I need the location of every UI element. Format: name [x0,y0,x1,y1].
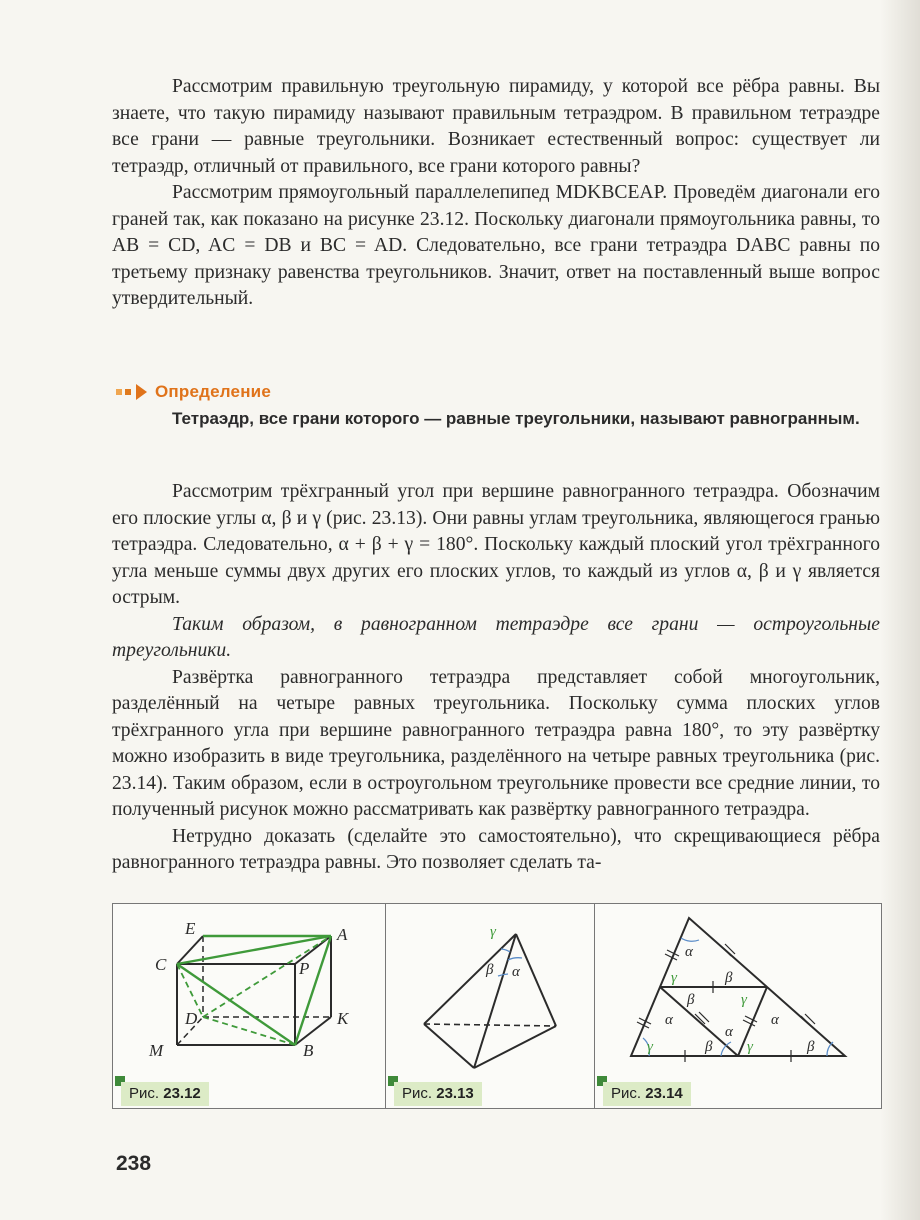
page-number: 238 [116,1152,152,1175]
definition-text: Тетраэдр, все грани которого — равные треугольники, называют равногранным. [172,409,860,428]
figure-23-12 [113,904,386,1108]
label-gamma-1: γ [671,970,677,986]
label-alpha: α [512,964,520,980]
definition-heading [116,380,271,404]
paragraph-net: Развёртка равногранного тетраэдра представляет собой многоугольник, разделённый на четыре равных треугольника. Поскольку сумма плоских углов трёхгранного угла при вершине равногранного тетраэдра равна 180°, то эту развёртку можно изобразить в виде треугольника, разделённого на четыре равных треугольника (рис. 23.14). Таким образом, если в остроугольном треугольнике провести все средние линии, то полученный рисунок можно рассматривать как развёртку равногранного тетраэдра. [112,666,880,820]
paragraph-regular-tetrahedron: Рассмотрим правильную треугольную пирамиду, у которой все рёбра равны. Вы знаете, что такую пирамиду называют правильным тетраэдром. В правильном тетраэдре все грани — равные треугольники. Возникает естественный вопрос: существует ли тетраэдр, отличный от правильного, все грани которого равны? [112,76,880,177]
paragraph-conclusion-italic: Таким образом, в равногранном тетраэдре все грани — остроугольные треугольники. [112,613,880,661]
intro-text [112,74,880,313]
label-alpha-2: α [665,1012,673,1028]
figure-23-14 [595,904,881,1108]
label-alpha-4: α [771,1012,779,1028]
label-gamma-3: γ [647,1039,653,1055]
label-beta: β [486,962,494,978]
definition-title: Определение [155,382,271,401]
paragraph-parallelepiped: Рассмотрим прямоугольный параллелепипед MDKBCEAP. Проведём диагонали его граней так, как показано на рисунке 23.12. Поскольку диагонали прямоугольника равны, то AB = CD, AC = DB и BC = AD. Следовательно, все грани тетраэдра DABC равны по третьему признаку равенства треугольников. Значит, ответ на поставленный выше вопрос утвердительный. [112,182,880,309]
label-K: K [337,1009,349,1028]
tetrahedron-net-drawing [595,904,881,1108]
figure-caption: Рис. 23.12 [121,1082,209,1106]
label-alpha-3: α [725,1024,733,1040]
label-gamma-2: γ [741,992,747,1008]
definition-arrow-icon [116,384,147,400]
label-A: A [337,925,348,944]
label-beta-2: β [687,992,695,1008]
label-beta-3: β [705,1039,713,1055]
label-D: D [185,1009,198,1028]
label-gamma-4: γ [747,1039,753,1055]
label-C: C [155,955,167,974]
page-edge-shadow [880,0,920,1220]
label-beta-1: β [725,970,733,986]
label-alpha-top: α [685,944,693,960]
label-beta-4: β [807,1039,815,1055]
main-text [112,479,880,877]
parallelepiped-drawing [113,904,385,1108]
label-M: M [149,1041,164,1060]
label-P: P [299,959,310,978]
figure-caption: Рис. 23.14 [603,1082,691,1106]
paragraph-trihedral-angle: Рассмотрим трёхгранный угол при вершине равногранного тетраэдра. Обозначим его плоские углы α, β и γ (рис. 23.13). Они равны углам треугольника, являющегося гранью тетраэдра. Следовательно, α + β + γ = 180°. Поскольку каждый плоский угол трёхгранного угла меньше суммы двух других его плоских углов, то каждый из углов α, β и γ является острым. [112,481,880,608]
label-gamma: γ [490,924,496,940]
figure-23-13 [386,904,595,1108]
figures-strip [112,903,882,1109]
paragraph-skew-edges: Нетрудно доказать (сделайте это самостоятельно), что скрещивающиеся рёбра равногранного тетраэдра равны. Это позволяет сделать та- [112,825,880,873]
label-B: B [303,1041,314,1060]
tetrahedron-drawing [386,904,594,1108]
figure-caption: Рис. 23.13 [394,1082,482,1106]
label-E: E [185,919,196,938]
